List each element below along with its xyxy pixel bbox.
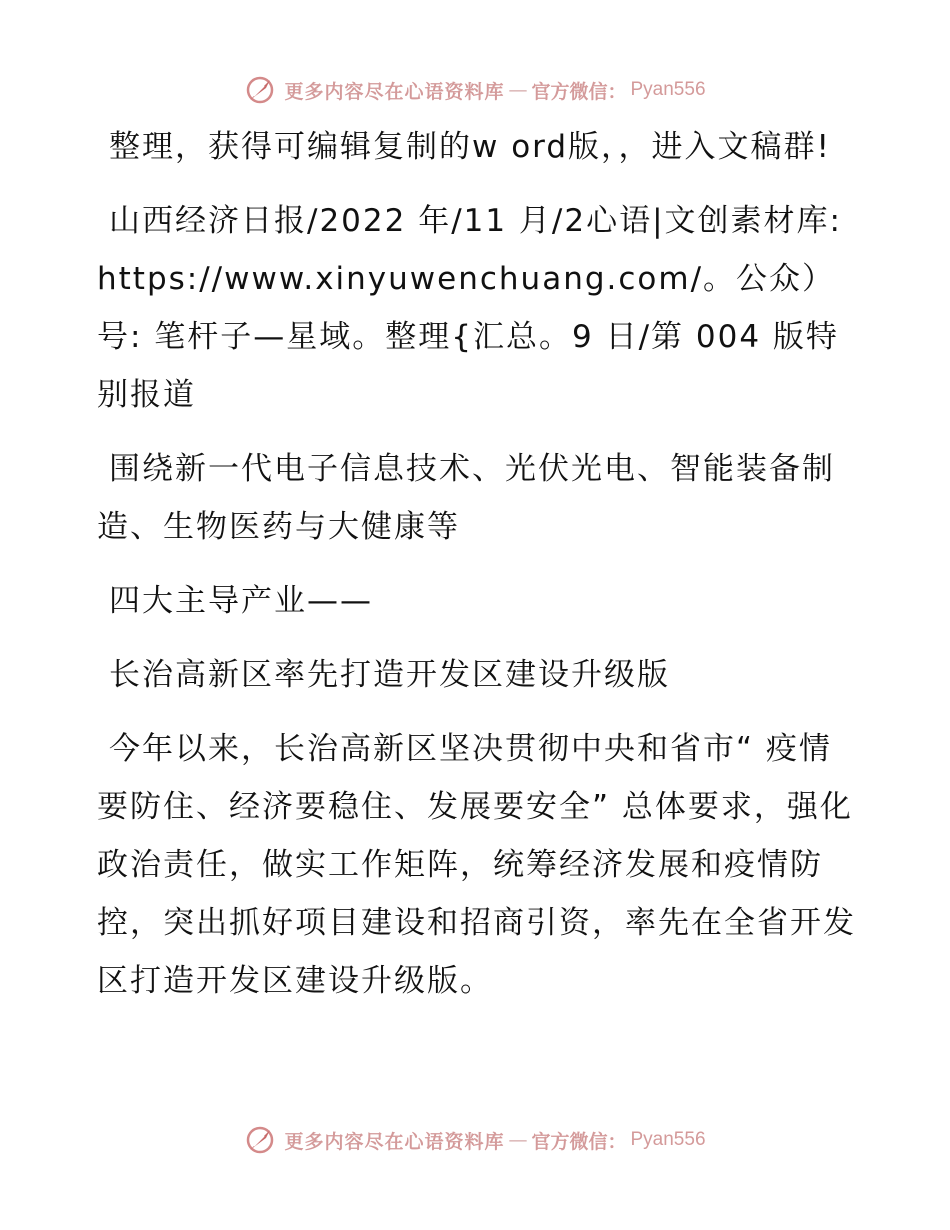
quill-logo-icon (244, 1124, 276, 1156)
paragraph-5: 长治高新区率先打造开发区建设升级版 (109, 657, 670, 693)
paragraph-6: 今年以来，长治高新区坚决贯彻中央和省市“ 疫情要防住、经济要稳住、发展要安全” 总体要求，强化政治责任，做实工作矩阵，统筹经济发展和疫情防控，突出抓好项目建设和招商引资，率先在全省开发区打造开发区建设升级版。 (97, 731, 856, 999)
banner-separator: — (508, 1129, 528, 1151)
footer-watermark-banner (0, 1120, 950, 1160)
header-watermark-banner (0, 70, 950, 110)
quill-logo-icon (244, 74, 276, 106)
banner-wechat-id: Pyan556 (630, 79, 706, 100)
document-body (97, 118, 857, 1026)
paragraph-2: 山西经济日报/2022 年/11 月/2心语|文创素材库: https://www.xinyuwenchuang.com/。公众）号: 笔杆子—星域。整理{汇总。9 日/第 004 版特别报道 (97, 203, 842, 413)
banner-wechat-label: 官方微信： (531, 1130, 627, 1153)
banner-main-text: 更多内容尽在心语资料库 (284, 80, 505, 103)
paragraph-4: 四大主导产业—— (109, 583, 373, 619)
banner-wechat-label: 官方微信： (531, 80, 627, 103)
banner-main-text: 更多内容尽在心语资料库 (284, 1130, 505, 1153)
banner-wechat-id: Pyan556 (630, 1129, 706, 1150)
banner-separator: — (508, 79, 528, 101)
paragraph-1: 整理，获得可编辑复制的w ord版，，进入文稿群! (109, 129, 831, 165)
paragraph-3: 围绕新一代电子信息技术、光伏光电、智能装备制造、生物医药与大健康等 (97, 451, 835, 545)
